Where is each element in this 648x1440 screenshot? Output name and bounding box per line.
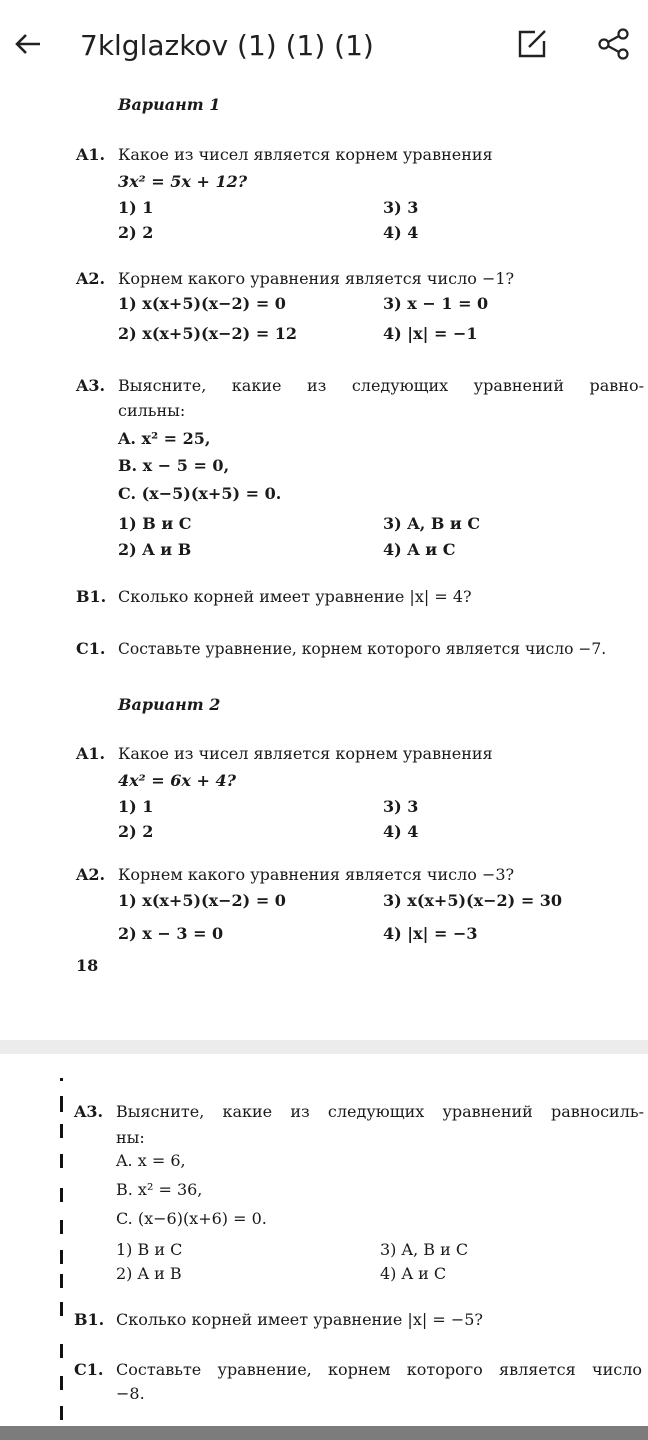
cut-line-mark — [60, 1078, 63, 1081]
answer-option: 3) x − 1 = 0 — [383, 294, 489, 313]
edit-icon — [515, 27, 549, 61]
question-number: A3. — [74, 1102, 104, 1121]
document-page-1[interactable] — [0, 88, 648, 1040]
question-number: A1. — [76, 145, 106, 164]
share-button[interactable] — [592, 24, 636, 64]
answer-option: 4) A и C — [380, 1264, 447, 1283]
answer-option: 2) x − 3 = 0 — [118, 924, 224, 943]
answer-option: 3) x(x+5)(x−2) = 30 — [383, 891, 563, 910]
cut-line-mark — [60, 1250, 63, 1264]
question-text: Выясните, какие из следующих уравнений равносиль- — [116, 1102, 644, 1121]
answer-option: 3) 3 — [383, 198, 419, 217]
question-text: Составьте уравнение, корнем которого является число −7. — [118, 640, 607, 658]
question-text: Какое из чисел является корнем уравнения — [118, 145, 493, 164]
answer-option: 2) 2 — [118, 223, 154, 242]
answer-option: 1) x(x+5)(x−2) = 0 — [118, 294, 286, 313]
answer-option: 4) |x| = −3 — [383, 924, 478, 943]
cut-line-mark — [60, 1274, 63, 1288]
edit-button[interactable] — [512, 24, 552, 64]
cut-line-mark — [60, 1344, 63, 1358]
back-button[interactable] — [8, 24, 48, 64]
cut-line-mark — [60, 1376, 63, 1390]
page-number: 18 — [76, 956, 99, 975]
cut-line-mark — [60, 1406, 63, 1420]
equation: 4x² = 6x + 4? — [118, 771, 236, 790]
document-page-2[interactable] — [0, 1054, 648, 1426]
question-text-cont: −8. — [116, 1384, 145, 1403]
cut-line-mark — [60, 1302, 63, 1316]
answer-option: 1) 1 — [118, 198, 154, 217]
answer-option: 3) A, B и C — [383, 514, 481, 533]
question-number: A2. — [76, 269, 106, 288]
answer-option: 2) x(x+5)(x−2) = 12 — [118, 324, 298, 343]
question-number: B1. — [74, 1310, 105, 1329]
answer-option: 4) 4 — [383, 223, 419, 242]
answer-option: 3) A, B и C — [380, 1240, 469, 1259]
answer-option: 4) 4 — [383, 822, 419, 841]
answer-option: 1) B и C — [118, 514, 192, 533]
question-text-cont: ны: — [116, 1128, 145, 1147]
arrow-left-icon — [12, 28, 44, 60]
answer-option: 2) A и B — [118, 540, 192, 559]
question-number: C1. — [76, 639, 106, 658]
equation: B. x² = 36, — [116, 1180, 203, 1199]
variant-2-title: Вариант 2 — [118, 695, 221, 714]
cut-line-mark — [60, 1124, 63, 1138]
question-text: Корнем какого уравнения является число −3? — [118, 865, 515, 884]
question-number: C1. — [74, 1360, 104, 1379]
question-text: Составьте уравнение, корнем которого является число — [116, 1360, 642, 1379]
question-text-cont: сильны: — [118, 401, 186, 420]
answer-option: 1) B и C — [116, 1240, 183, 1259]
question-text: Выясните, какие из следующих уравнений равно- — [118, 376, 644, 395]
question-number: A3. — [76, 376, 106, 395]
equation: A. x = 6, — [116, 1151, 186, 1170]
question-number: A2. — [76, 865, 106, 884]
answer-option: 1) x(x+5)(x−2) = 0 — [118, 891, 286, 910]
equation: C. (x−5)(x+5) = 0. — [118, 484, 282, 503]
bottom-bar — [0, 1426, 648, 1440]
question-text: Корнем какого уравнения является число −1? — [118, 269, 515, 288]
cut-line-mark — [60, 1154, 63, 1168]
share-icon — [596, 27, 632, 61]
document-title: 7klglazkov (1) (1) (1) — [80, 29, 374, 62]
cut-line-mark — [60, 1188, 63, 1202]
question-number: A1. — [76, 744, 106, 763]
answer-option: 3) 3 — [383, 797, 419, 816]
cut-line-mark — [60, 1096, 63, 1112]
equation: 3x² = 5x + 12? — [118, 172, 248, 191]
question-number: B1. — [76, 587, 107, 606]
answer-option: 4) |x| = −1 — [383, 324, 478, 343]
answer-option: 4) A и C — [383, 540, 456, 559]
question-text: Какое из чисел является корнем уравнения — [118, 744, 493, 763]
answer-option: 2) A и B — [116, 1264, 182, 1283]
equation: B. x − 5 = 0, — [118, 456, 230, 475]
equation: A. x² = 25, — [118, 429, 211, 448]
app-bar — [0, 0, 648, 88]
answer-option: 1) 1 — [118, 797, 154, 816]
answer-option: 2) 2 — [118, 822, 154, 841]
equation: C. (x−6)(x+6) = 0. — [116, 1209, 267, 1228]
page-separator — [0, 1040, 648, 1054]
variant-1-title: Вариант 1 — [118, 95, 221, 114]
question-text: Сколько корней имеет уравнение |x| = 4? — [118, 587, 472, 606]
question-text: Сколько корней имеет уравнение |x| = −5? — [116, 1310, 483, 1329]
cut-line-mark — [60, 1220, 63, 1234]
